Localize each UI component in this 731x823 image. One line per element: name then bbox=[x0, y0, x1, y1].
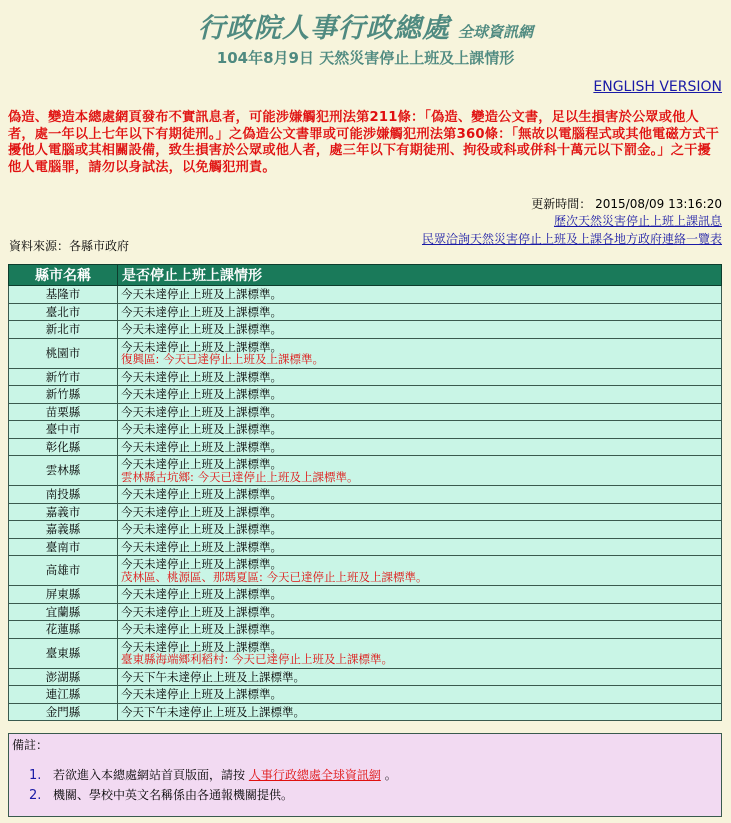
table-row bbox=[9, 321, 722, 339]
note-number: 1. bbox=[29, 768, 42, 783]
status-cell bbox=[118, 586, 722, 604]
status-text: 今天未達停止上班及上課標準。 bbox=[121, 687, 282, 701]
city-name-cell: 金門縣 bbox=[9, 703, 118, 721]
notes-title: 備註： bbox=[12, 738, 49, 752]
status-text: 今天未達停止上班及上課標準。 bbox=[121, 457, 282, 471]
status-cell bbox=[118, 538, 722, 556]
table-row bbox=[9, 538, 722, 556]
page-header bbox=[0, 0, 731, 68]
site-title-main: 行政院人事行政總處 bbox=[197, 13, 450, 44]
status-cell bbox=[118, 456, 722, 486]
status-cell bbox=[118, 486, 722, 504]
status-text: 今天未達停止上班及上課標準。 bbox=[121, 322, 282, 336]
status-text: 今天未達停止上班及上課標準。 bbox=[121, 587, 282, 601]
city-name-cell: 桃園市 bbox=[9, 338, 118, 368]
city-name-cell: 新北市 bbox=[9, 321, 118, 339]
status-text: 今天未達停止上班及上課標準。 bbox=[121, 339, 282, 354]
table-row bbox=[9, 438, 722, 456]
status-cell bbox=[118, 303, 722, 321]
site-title bbox=[0, 6, 731, 45]
status-text: 今天未達停止上班及上課標準。 bbox=[121, 369, 282, 384]
table-row bbox=[9, 486, 722, 504]
status-text: 今天未達停止上班及上課標準。 bbox=[121, 387, 282, 401]
table-body bbox=[9, 286, 722, 721]
page-subtitle: 104年8月9日 天然災害停止上班及上課情形 bbox=[216, 49, 515, 67]
status-text: 今天未達停止上班及上課標準。 bbox=[121, 557, 282, 571]
note-number: 2. bbox=[29, 788, 42, 803]
note-text-end: 。 bbox=[384, 768, 397, 782]
status-cell bbox=[118, 286, 722, 304]
status-cell bbox=[118, 421, 722, 439]
status-table bbox=[8, 264, 722, 721]
status-exception-text: 復興區: 今天已達停止上班及上課標準。 bbox=[121, 352, 325, 366]
city-name-cell: 新竹市 bbox=[9, 368, 118, 386]
column-header-city: 縣市名稱 bbox=[9, 265, 118, 286]
status-cell bbox=[118, 338, 722, 368]
city-name-cell: 嘉義市 bbox=[9, 503, 118, 521]
status-cell bbox=[118, 321, 722, 339]
table-row bbox=[9, 686, 722, 704]
note-item-2 bbox=[29, 786, 397, 803]
city-name-cell: 宜蘭縣 bbox=[9, 603, 118, 621]
status-text: 今天未達停止上班及上課標準。 bbox=[121, 487, 282, 501]
status-text: 今天未達停止上班及上課標準。 bbox=[121, 422, 282, 436]
status-text: 今天未達停止上班及上課標準。 bbox=[121, 604, 282, 619]
homepage-link[interactable]: 人事行政總處全球資訊網 bbox=[248, 768, 381, 782]
table-row bbox=[9, 338, 722, 368]
status-cell bbox=[118, 503, 722, 521]
table-row bbox=[9, 386, 722, 404]
history-link[interactable]: 歷次天然災害停止上班上課訊息 bbox=[553, 214, 722, 228]
notes-list bbox=[29, 766, 397, 806]
city-name-cell: 基隆市 bbox=[9, 286, 118, 304]
status-text: 今天未達停止上班及上課標準。 bbox=[121, 404, 282, 419]
status-exception-text: 茂林區、桃源區、那瑪夏區: 今天已達停止上班及上課標準。 bbox=[121, 569, 428, 584]
status-cell bbox=[118, 438, 722, 456]
city-name-cell: 臺南市 bbox=[9, 538, 118, 556]
table-row bbox=[9, 668, 722, 686]
table-header-row bbox=[9, 265, 722, 286]
table-row bbox=[9, 586, 722, 604]
status-cell bbox=[118, 556, 722, 586]
table-row bbox=[9, 456, 722, 486]
city-name-cell: 連江縣 bbox=[9, 686, 118, 704]
city-name-cell: 高雄市 bbox=[9, 556, 118, 586]
table-row bbox=[9, 403, 722, 421]
table-row bbox=[9, 556, 722, 586]
status-cell bbox=[118, 386, 722, 404]
column-header-status: 是否停止上班上課情形 bbox=[118, 265, 722, 286]
status-cell bbox=[118, 521, 722, 539]
city-name-cell: 花蓮縣 bbox=[9, 621, 118, 639]
city-name-cell: 臺中市 bbox=[9, 421, 118, 439]
table-row bbox=[9, 421, 722, 439]
contacts-link[interactable]: 民眾洽詢天然災害停止上班及上課各地方政府連絡一覽表 bbox=[421, 232, 722, 246]
status-text: 今天未達停止上班及上課標準。 bbox=[121, 304, 282, 319]
status-cell bbox=[118, 368, 722, 386]
city-name-cell: 苗栗縣 bbox=[9, 403, 118, 421]
site-title-sub: 全球資訊網 bbox=[457, 23, 533, 41]
legal-warning: 偽造、變造本總處網頁發布不實訊息者，可能涉嫌觸犯刑法第211條：「偽造、變造公文書，足以生損害於公眾或他人者，處一年以上七年以下有期徒刑。」之偽造公文書罪或可能涉嫌觸犯刑法第360條：「無故以電腦程式或其他電磁方式干擾他人電腦或其相關設備，致生損害於公眾或他人者，處三年以下有期徒刑、拘役或科或併科十萬元以下罰金。」之干擾他人電腦罪，請勿以身試法，以免觸犯刑責。 bbox=[8, 110, 720, 175]
english-version-link[interactable]: ENGLISH VERSION bbox=[593, 79, 722, 95]
table-row bbox=[9, 703, 722, 721]
status-cell bbox=[118, 603, 722, 621]
city-name-cell: 雲林縣 bbox=[9, 456, 118, 486]
status-text: 今天未達停止上班及上課標準。 bbox=[121, 522, 282, 536]
status-cell bbox=[118, 668, 722, 686]
notes-box bbox=[8, 733, 722, 817]
status-cell bbox=[118, 703, 722, 721]
status-cell bbox=[118, 403, 722, 421]
table-row bbox=[9, 503, 722, 521]
city-name-cell: 新竹縣 bbox=[9, 386, 118, 404]
note-text: 若欲進入本總處網站首頁版面，請按 bbox=[53, 768, 246, 782]
update-time: 更新時間： 2015/08/09 13:16:20 bbox=[531, 197, 722, 211]
status-cell bbox=[118, 638, 722, 668]
city-name-cell: 彰化縣 bbox=[9, 438, 118, 456]
status-text: 今天下午未達停止上班及上課標準。 bbox=[121, 704, 305, 719]
status-exception-text: 臺東縣海端鄉利稻村: 今天已達停止上班及上課標準。 bbox=[121, 652, 394, 666]
status-exception-text: 雲林縣古坑鄉: 今天已達停止上班及上課標準。 bbox=[121, 469, 359, 484]
status-text: 今天未達停止上班及上課標準。 bbox=[121, 287, 282, 301]
city-name-cell: 臺北市 bbox=[9, 303, 118, 321]
note-item-1 bbox=[29, 766, 397, 783]
note-text: 機關、學校中英文名稱係由各通報機關提供。 bbox=[53, 788, 294, 802]
status-text: 今天未達停止上班及上課標準。 bbox=[121, 639, 282, 654]
status-text: 今天未達停止上班及上課標準。 bbox=[121, 622, 282, 636]
city-name-cell: 南投縣 bbox=[9, 486, 118, 504]
status-table-wrapper bbox=[8, 264, 722, 721]
table-row bbox=[9, 638, 722, 668]
status-cell bbox=[118, 686, 722, 704]
status-text: 今天未達停止上班及上課標準。 bbox=[121, 539, 282, 554]
city-name-cell: 屏東縣 bbox=[9, 586, 118, 604]
city-name-cell: 嘉義縣 bbox=[9, 521, 118, 539]
table-row bbox=[9, 521, 722, 539]
city-name-cell: 臺東縣 bbox=[9, 638, 118, 668]
table-row bbox=[9, 621, 722, 639]
status-text: 今天下午未達停止上班及上課標準。 bbox=[121, 669, 305, 684]
city-name-cell: 澎湖縣 bbox=[9, 668, 118, 686]
data-source: 資料來源：各縣市政府 bbox=[9, 239, 130, 253]
status-text: 今天未達停止上班及上課標準。 bbox=[121, 504, 282, 519]
table-row bbox=[9, 286, 722, 304]
status-text: 今天未達停止上班及上課標準。 bbox=[121, 439, 282, 454]
table-row bbox=[9, 368, 722, 386]
status-cell bbox=[118, 621, 722, 639]
table-row bbox=[9, 303, 722, 321]
table-row bbox=[9, 603, 722, 621]
